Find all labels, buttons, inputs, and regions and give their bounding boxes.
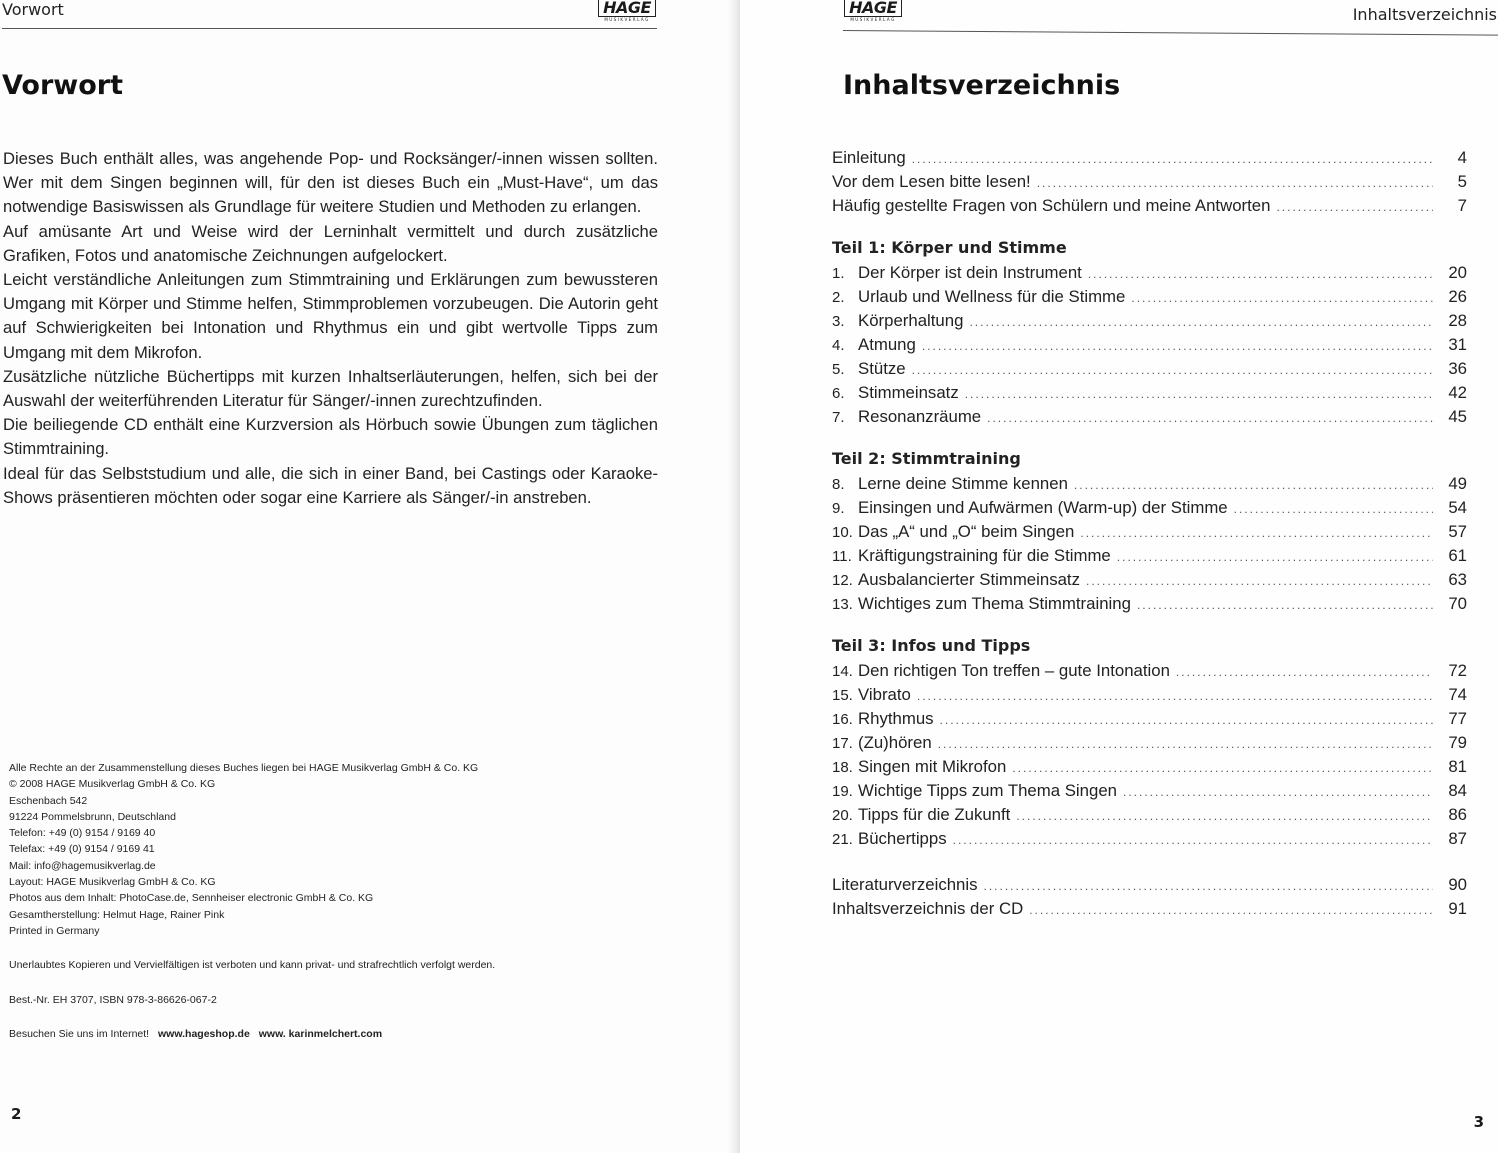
toc-entry[interactable] <box>832 709 1467 733</box>
toc-entry-page: 72 <box>1448 661 1467 680</box>
toc-entry[interactable] <box>832 148 1467 172</box>
toc-entry-title: Häufig gestellte Fragen von Schülern und meine Antworten <box>832 196 1271 215</box>
toc-leader-dots <box>1131 291 1433 305</box>
toc-entry-title: Ausbalancierter Stimmeinsatz <box>858 570 1080 589</box>
toc-entry-page: 57 <box>1448 522 1467 541</box>
toc-leader-dots <box>1276 200 1433 214</box>
toc-entry-page: 49 <box>1448 474 1467 493</box>
imprint-line: Layout: HAGE Musikverlag GmbH & Co. KG <box>9 876 216 889</box>
toc-entry-title: Inhaltsverzeichnis der CD <box>832 899 1024 918</box>
toc-entry-title: Tipps für die Zukunft <box>858 805 1011 824</box>
toc-entry-title: Lerne deine Stimme kennen <box>858 474 1068 493</box>
toc-entry-number: 14. <box>832 663 853 680</box>
header-rule-right <box>843 30 1498 36</box>
toc-entry[interactable] <box>832 570 1467 594</box>
toc-entry-page: 31 <box>1448 335 1467 354</box>
toc-entry-page: 4 <box>1457 148 1467 167</box>
toc-leader-dots <box>1029 903 1433 917</box>
website-line <box>9 1026 649 1042</box>
toc-entry[interactable] <box>832 875 1467 899</box>
toc-leader-dots <box>1137 598 1433 612</box>
toc-entry-page: 26 <box>1448 287 1467 306</box>
toc-entry[interactable] <box>832 781 1467 805</box>
imprint-line: Mail: info@hagemusikverlag.de <box>9 859 156 872</box>
toc-entry[interactable] <box>832 522 1467 546</box>
toc-leader-dots <box>987 411 1433 425</box>
toc-leader-dots <box>1016 809 1433 823</box>
toc-entry-number: 11. <box>832 548 852 565</box>
imprint-line: Printed in Germany <box>9 924 100 937</box>
imprint <box>9 760 649 1042</box>
toc-entry-number: 17. <box>832 735 853 752</box>
toc-entry-page: 54 <box>1448 498 1467 517</box>
foreword-paragraph: Auf amüsante Art und Weise wird der Lerninhalt vermittelt und durch zusätzliche Grafiken, Fotos und anatomische Zeichnungen aufgelockert. <box>3 221 658 265</box>
toc-leader-dots <box>1123 785 1433 799</box>
toc-entry[interactable] <box>832 805 1467 829</box>
toc-entry[interactable] <box>832 899 1467 923</box>
left-page <box>0 0 740 1153</box>
toc-entry[interactable] <box>832 546 1467 570</box>
toc-entry[interactable] <box>832 661 1467 685</box>
toc-leader-dots <box>940 713 1433 727</box>
running-head-left: Vorwort <box>2 0 64 19</box>
toc-entry[interactable] <box>832 733 1467 757</box>
toc-section-heading: Teil 1: Körper und Stimme <box>832 238 1067 257</box>
hage-logo-right <box>844 0 902 23</box>
foreword-paragraph: Die beiliegende CD enthält eine Kurzversion als Hörbuch sowie Übungen zum täglichen Stimmtraining. <box>3 415 658 459</box>
toc-entry-number: 12. <box>832 572 853 589</box>
toc-entry-page: 90 <box>1448 875 1467 894</box>
toc-entry-number: 9. <box>832 500 845 517</box>
toc-entry-number: 21. <box>832 831 853 848</box>
toc-entry-number: 5. <box>832 361 845 378</box>
page-heading-foreword: Vorwort <box>2 70 123 101</box>
toc-entry-page: 42 <box>1448 383 1467 402</box>
toc-entry[interactable] <box>832 383 1467 407</box>
toc-entry[interactable] <box>832 287 1467 311</box>
toc-entry-page: 84 <box>1448 781 1467 800</box>
toc-entry-number: 2. <box>832 289 845 306</box>
order-number: Best.-Nr. EH 3707, ISBN 978-3-86626-067-2 <box>9 993 217 1006</box>
website-link-karinmelchert[interactable]: www. karinmelchert.com <box>258 1027 383 1040</box>
toc-entry-title: Rhythmus <box>858 709 934 728</box>
toc-entry-title: Büchertipps <box>858 829 947 848</box>
toc-entry-title: Vibrato <box>858 685 911 704</box>
toc-leader-dots <box>984 879 1433 893</box>
toc-entry[interactable] <box>832 172 1467 196</box>
toc-entry[interactable] <box>832 263 1467 287</box>
toc-entry-page: 28 <box>1448 311 1467 330</box>
imprint-line: Telefon: +49 (0) 9154 / 9169 40 <box>9 827 156 840</box>
imprint-line: 91224 Pommelsbrunn, Deutschland <box>9 810 176 823</box>
toc-entry[interactable] <box>832 498 1467 522</box>
toc-leader-dots <box>953 833 1433 847</box>
toc-entry-page: 86 <box>1448 805 1467 824</box>
toc-entry-title: Atmung <box>858 335 916 354</box>
page-number-right: 3 <box>1473 1113 1484 1131</box>
toc-entry-number: 15. <box>832 687 853 704</box>
toc-entry-title: Wichtiges zum Thema Stimmtraining <box>858 594 1131 613</box>
logo-subtitle: MUSIKVERLAG <box>844 16 902 23</box>
toc-entry-page: 81 <box>1448 757 1467 776</box>
toc-section-heading: Teil 2: Stimmtraining <box>832 449 1021 468</box>
toc-entry[interactable] <box>832 407 1467 431</box>
toc-entry-title: Den richtigen Ton treffen – gute Intonation <box>858 661 1170 680</box>
foreword-text <box>3 147 658 510</box>
toc-leader-dots <box>1074 478 1433 492</box>
toc-entry[interactable] <box>832 335 1467 359</box>
toc-leader-dots <box>912 152 1433 166</box>
imprint-line: © 2008 HAGE Musikverlag GmbH & Co. KG <box>9 778 216 791</box>
toc-entry[interactable] <box>832 196 1467 220</box>
foreword-paragraph: Dieses Buch enthält alles, was angehende Pop- und Rocksänger/-innen wissen sollten. Wer mit dem Singen beginnen will, für den ist dieses Buch ein „Must-Have“, um das notwendige Basiswissen als Grundlage für weitere Studien und Methoden zu erlangen. <box>3 149 658 217</box>
toc-leader-dots <box>1086 574 1433 588</box>
imprint-line: Gesamtherstellung: Helmut Hage, Rainer Pink <box>9 908 225 921</box>
toc-entry-title: Einsingen und Aufwärmen (Warm-up) der Stimme <box>858 498 1228 517</box>
toc-entry-page: 5 <box>1457 172 1467 191</box>
page-number-left: 2 <box>11 1105 22 1123</box>
toc-entry-page: 77 <box>1448 709 1467 728</box>
imprint-line: Telefax: +49 (0) 9154 / 9169 41 <box>9 843 155 856</box>
toc-entry[interactable] <box>832 594 1467 618</box>
header-rule-left <box>2 28 657 29</box>
toc-entry-number: 3. <box>832 313 845 330</box>
toc-entry-page: 91 <box>1448 899 1467 918</box>
toc-entry-page: 61 <box>1448 546 1467 565</box>
visit-text: Besuchen Sie uns im Internet! <box>9 1027 150 1040</box>
toc-entry-page: 74 <box>1448 685 1467 704</box>
toc-leader-dots <box>1080 526 1433 540</box>
toc-leader-dots <box>1088 267 1433 281</box>
toc-entry-page: 79 <box>1448 733 1467 752</box>
toc-entry-title: Wichtige Tipps zum Thema Singen <box>858 781 1117 800</box>
toc-entry-page: 20 <box>1448 263 1467 282</box>
toc-entry-title: Singen mit Mikrofon <box>858 757 1007 776</box>
toc-leader-dots <box>912 363 1433 377</box>
toc-entry-title: Vor dem Lesen bitte lesen! <box>832 172 1031 191</box>
toc-entry[interactable] <box>832 359 1467 383</box>
right-page <box>740 0 1500 1153</box>
toc-entry[interactable] <box>832 311 1467 335</box>
imprint-line: Eschenbach 542 <box>9 794 88 807</box>
logo-word: HAGE <box>844 0 902 16</box>
toc-leader-dots <box>922 339 1433 353</box>
toc-entry-number: 7. <box>832 409 845 426</box>
toc-entry-number: 8. <box>832 476 845 493</box>
toc-entry-number: 10. <box>832 524 853 541</box>
toc-leader-dots <box>1234 502 1433 516</box>
page-heading-contents: Inhaltsverzeichnis <box>843 70 1121 101</box>
foreword-paragraph: Zusätzliche nützliche Büchertipps mit kurzen Inhaltserläuterungen, helfen, sich bei der Auswahl der weiterführenden Literatur für Sänger/-innen zurechtzufinden. <box>3 366 658 411</box>
toc-entry-title: Stimmeinsatz <box>858 383 959 402</box>
imprint-line: Alle Rechte an der Zusammenstellung dieses Buches liegen bei HAGE Musikverlag GmbH & Co. KG <box>9 762 479 774</box>
foreword-paragraph: Ideal für das Selbststudium und alle, die sich in einer Band, bei Castings oder Karaoke-Shows präsentieren möchten oder sogar eine Karriere als Sänger/-in anstreben. <box>3 463 658 507</box>
toc-entry-title: Resonanzräume <box>858 407 982 426</box>
logo-subtitle: MUSIKVERLAG <box>598 16 656 23</box>
toc-leader-dots <box>917 689 1433 703</box>
toc-entry-title: Stütze <box>858 359 906 378</box>
toc-leader-dots <box>1176 665 1433 679</box>
toc-section-heading: Teil 3: Infos und Tipps <box>832 636 1031 655</box>
toc-entry[interactable] <box>832 757 1467 781</box>
foreword-paragraph: Leicht verständliche Anleitungen zum Stimmtraining und Erklärungen zum bewussteren Umgang mit Körper und Stimme helfen, Stimmproblemen vorzubeugen. Die Autorin geht auf Schwierigkeiten bei Intonation und Rhythmus ein und gibt wertvolle Tipps zum Umgang mit dem Mikrofon. <box>3 270 658 362</box>
toc-entry-title: Kräftigungstraining für die Stimme <box>858 546 1111 565</box>
toc-entry[interactable] <box>832 685 1467 709</box>
table-of-contents <box>832 148 1467 923</box>
toc-entry-number: 4. <box>832 337 845 354</box>
imprint-line: Photos aus dem Inhalt: PhotoCase.de, Sennheiser electronic GmbH & Co. KG <box>9 892 374 905</box>
legal-notice: Unerlaubtes Kopieren und Vervielfältigen ist verboten und kann privat- und strafrechtlich verfolgt werden. <box>9 959 496 972</box>
toc-entry-number: 19. <box>832 783 853 800</box>
toc-entry-page: 36 <box>1448 359 1467 378</box>
toc-entry[interactable] <box>832 829 1467 853</box>
website-link-hageshop[interactable]: www.hageshop.de <box>158 1027 250 1040</box>
toc-entry-title: (Zu)hören <box>858 733 932 752</box>
toc-entry-number: 6. <box>832 385 845 402</box>
toc-leader-dots <box>969 315 1433 329</box>
hage-logo-left <box>598 0 656 23</box>
toc-leader-dots <box>965 387 1433 401</box>
toc-entry-page: 45 <box>1448 407 1467 426</box>
logo-word: HAGE <box>598 0 656 16</box>
toc-entry-number: 20. <box>832 807 853 824</box>
toc-entry-number: 16. <box>832 711 853 728</box>
toc-leader-dots <box>1012 761 1433 775</box>
toc-entry-title: Das „A“ und „O“ beim Singen <box>858 522 1075 541</box>
toc-entry-number: 13. <box>832 596 853 613</box>
toc-entry-page: 63 <box>1448 570 1467 589</box>
toc-entry-title: Literaturverzeichnis <box>832 875 978 894</box>
toc-leader-dots <box>938 737 1433 751</box>
toc-entry-title: Körperhaltung <box>858 311 964 330</box>
toc-leader-dots <box>1037 176 1433 190</box>
toc-entry-title: Der Körper ist dein Instrument <box>858 263 1082 282</box>
running-head-right: Inhaltsverzeichnis <box>1352 5 1497 24</box>
toc-entry-number: 1. <box>832 265 845 282</box>
toc-entry-title: Einleitung <box>832 148 906 167</box>
toc-entry-number: 18. <box>832 759 853 776</box>
toc-entry[interactable] <box>832 474 1467 498</box>
toc-entry-page: 7 <box>1457 196 1467 215</box>
toc-entry-page: 87 <box>1448 829 1467 848</box>
toc-leader-dots <box>1117 550 1433 564</box>
toc-entry-page: 70 <box>1448 594 1467 613</box>
toc-entry-title: Urlaub und Wellness für die Stimme <box>858 287 1126 306</box>
